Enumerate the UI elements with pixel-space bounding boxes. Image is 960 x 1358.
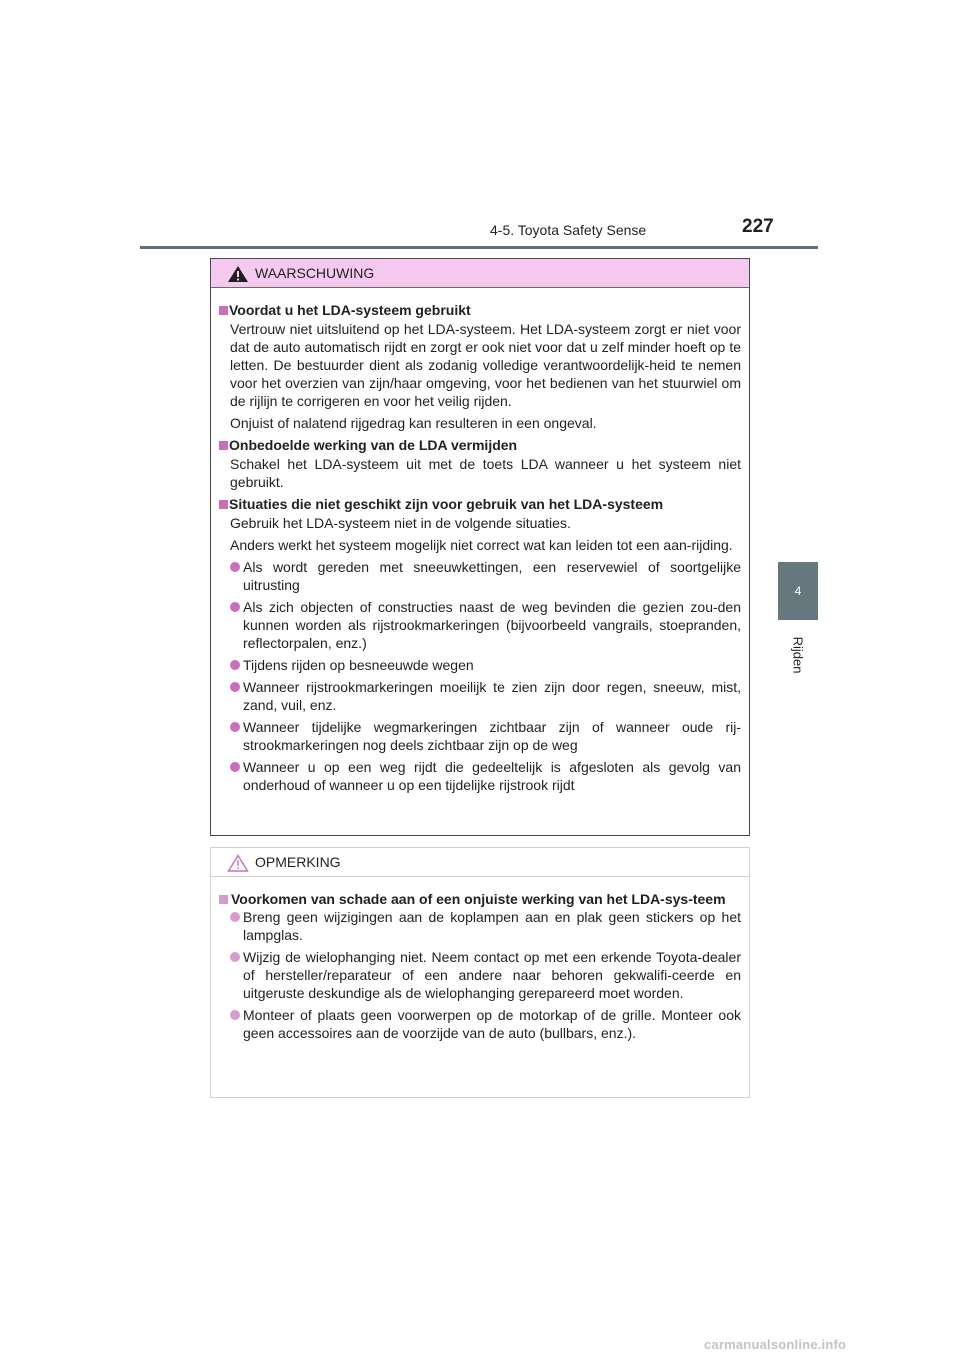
paragraph: Vertrouw niet uitsluitend op het LDA-systeem. Het LDA-systeem zorgt er niet voor dat de auto automatisch rijdt en zorgt er ook niet voor dat u zelf minder hoeft op te letten. De bestuurder dient als zodanig volledige verantwoordelijk-heid te nemen voor het overzien van zijn/haar omgeving, voor het bedienen van het stuurwiel om de rijlijn te corrigeren en voor het veilig rijden.: [230, 321, 741, 409]
warning-triangle-icon: [227, 265, 249, 283]
notice-box: [210, 847, 750, 1098]
dot-bullet-icon: [230, 660, 240, 670]
list-item: Als wordt gereden met sneeuwkettingen, een reservewiel of soortgelijke uitrusting: [219, 558, 741, 594]
dot-bullet-icon: [230, 912, 240, 922]
square-bullet-icon: [219, 895, 228, 904]
warning-section: [219, 301, 741, 432]
list-item: Wijzig de wielophanging niet. Neem contact op met een erkende Toyota-dealer of hersteller/reparateur of een andere naar behoren gekwalifi-ceerde en uitgeruste deskundige als de wielophanging gerepareerd moet worden.: [219, 948, 741, 1002]
section-title: 4-5. Toyota Safety Sense: [490, 222, 647, 238]
list-item: Breng geen wijzigingen aan de koplampen aan en plak geen stickers op het lampglas.: [219, 908, 741, 944]
square-bullet-icon: [219, 441, 228, 450]
page-header: [140, 214, 818, 249]
dot-bullet-icon: [230, 722, 240, 732]
dot-bullet-icon: [230, 682, 240, 692]
paragraph: Schakel het LDA-systeem uit met de toets LDA wanneer u het systeem niet gebruikt.: [230, 456, 741, 490]
dot-bullet-icon: [230, 562, 240, 572]
list-item: Wanneer rijstrookmarkeringen moeilijk te zien zijn door regen, sneeuw, mist, zand, vuil, enz.: [219, 678, 741, 714]
notice-section-title: Voorkomen van schade aan of een onjuiste werking van het LDA-sys-teem: [219, 890, 741, 908]
square-bullet-icon: [219, 500, 228, 509]
warning-section: [219, 495, 741, 794]
notice-title: OPMERKING: [255, 854, 341, 870]
list-item: Monteer of plaats geen voorwerpen op de motorkap of de grille. Monteer ook geen accessoires aan de voorzijde van de auto (bullbars, enz.).: [219, 1006, 741, 1042]
warning-title: WAARSCHUWING: [255, 265, 375, 281]
paragraph: Anders werkt het systeem mogelijk niet correct wat kan leiden tot een aan-rijding.: [230, 537, 733, 553]
list-item: Tijdens rijden op besneeuwde wegen: [219, 656, 741, 674]
notice-content: [211, 877, 749, 1042]
dot-bullet-icon: [230, 602, 240, 612]
chapter-label: Rijden: [790, 636, 806, 674]
chapter-tab[interactable]: 4: [778, 562, 818, 620]
list-item: Wanneer u op een weg rijdt die gedeeltelijk is afgesloten als gevolg van onderhoud of wanneer u op een tijdelijke rijstrook rijdt: [219, 758, 741, 794]
notice-section: [219, 890, 741, 1042]
warning-section: [219, 436, 741, 491]
warning-section-title: Onbedoelde werking van de LDA vermijden: [219, 436, 741, 454]
list-item: Wanneer tijdelijke wegmarkeringen zichtbaar zijn of wanneer oude rij-strookmarkeringen nog deels zichtbaar zijn op de weg: [219, 718, 741, 754]
paragraph: Gebruik het LDA-systeem niet in de volgende situaties.: [230, 515, 571, 531]
dot-bullet-icon: [230, 1010, 240, 1020]
watermark-text: carmanualsonline.info: [704, 1337, 847, 1352]
warning-header: [211, 259, 749, 288]
list-item: Als zich objecten of constructies naast de weg bevinden die gezien zou-den kunnen worden als rijstrookmarkeringen (bijvoorbeeld vangrails, stoepranden, reflectorpalen, enz.): [219, 598, 741, 652]
warning-box: [210, 258, 750, 836]
page-number: 227: [742, 216, 774, 237]
warning-section-title: Situaties die niet geschikt zijn voor gebruik van het LDA-systeem: [219, 495, 741, 513]
notice-header: [211, 848, 749, 877]
warning-section-title: Voordat u het LDA-systeem gebruikt: [219, 301, 741, 319]
dot-bullet-icon: [230, 762, 240, 772]
warning-content: [211, 288, 749, 794]
caution-triangle-outline-icon: [227, 854, 249, 872]
dot-bullet-icon: [230, 952, 240, 962]
paragraph: Onjuist of nalatend rijgedrag kan resulteren in een ongeval.: [230, 415, 597, 431]
square-bullet-icon: [219, 306, 228, 315]
